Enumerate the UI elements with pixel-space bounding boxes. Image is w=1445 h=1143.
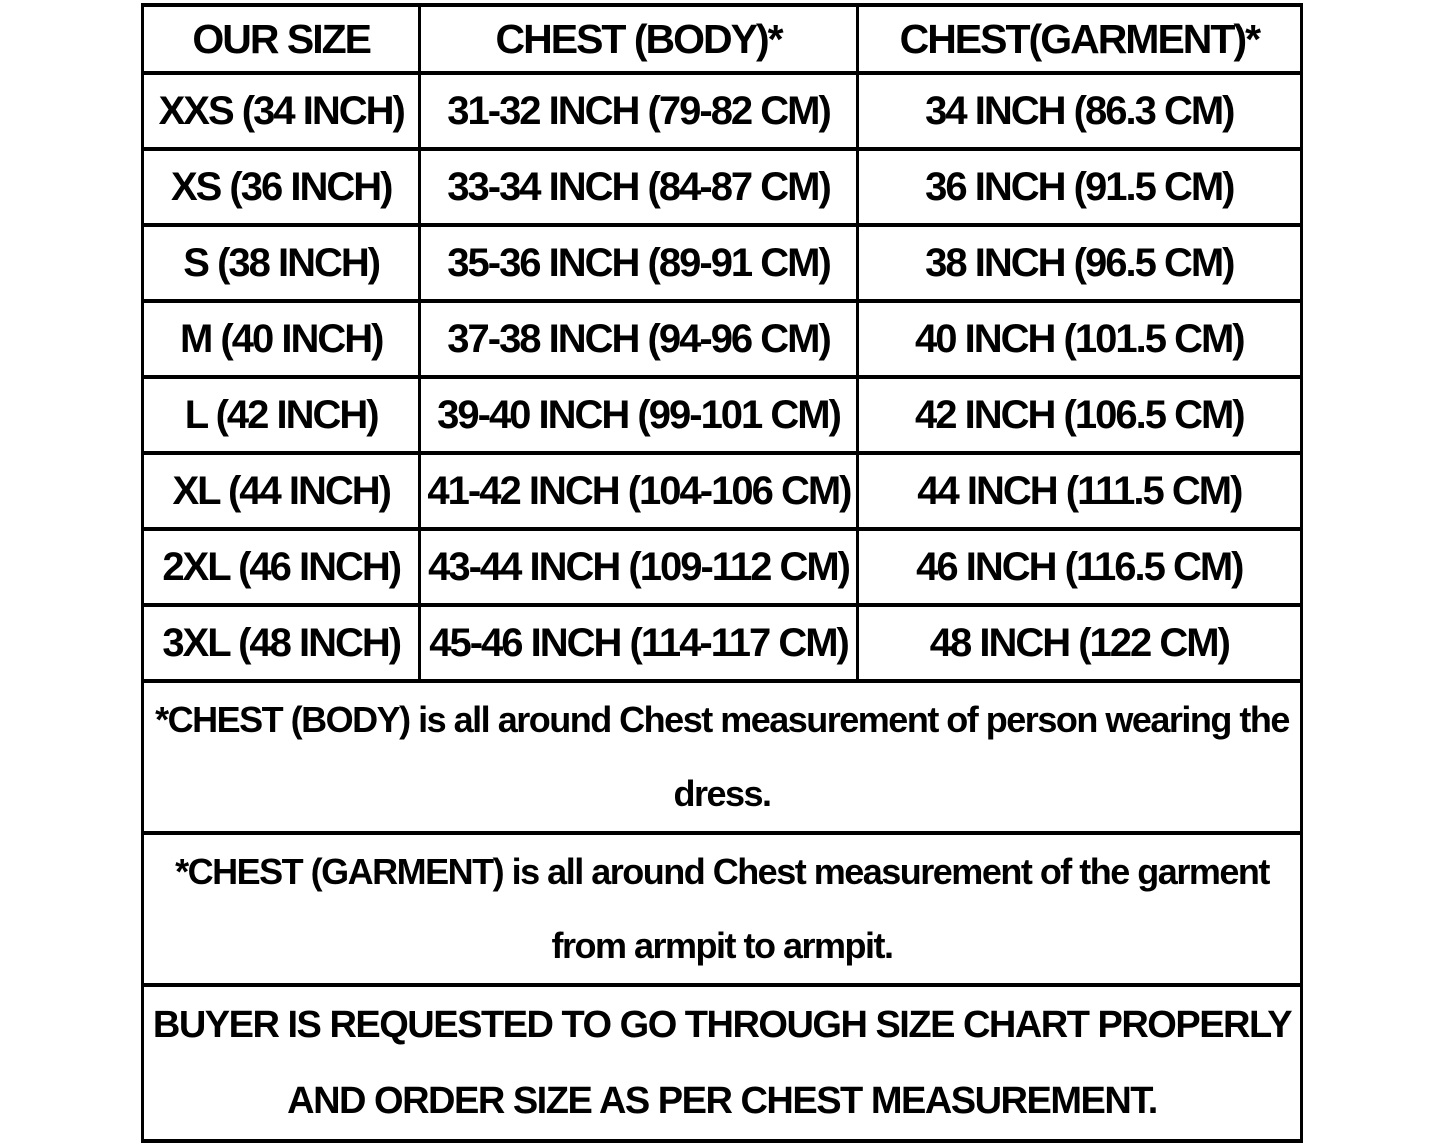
note-chest-body bbox=[143, 681, 1302, 833]
chest-garment-value: 36 INCH (91.5 CM) bbox=[925, 164, 1234, 209]
note-chest-body-text: *CHEST (BODY) is all around Chest measurement of person wearing the dress. bbox=[155, 699, 1289, 814]
chest-garment-value: 34 INCH (86.3 CM) bbox=[925, 88, 1234, 133]
chest-garment-value: 48 INCH (122 CM) bbox=[929, 620, 1229, 665]
size-cell bbox=[143, 453, 420, 529]
size-cell bbox=[143, 529, 420, 605]
chest-garment-value: 40 INCH (101.5 CM) bbox=[915, 316, 1244, 361]
header-chest-body-label: CHEST (BODY)* bbox=[495, 15, 782, 62]
header-our-size-label: OUR SIZE bbox=[192, 15, 371, 62]
chest-garment-cell bbox=[857, 225, 1301, 301]
note-buyer bbox=[143, 985, 1302, 1141]
table-row-xl bbox=[143, 453, 1302, 529]
size-label: 3XL (48 INCH) bbox=[162, 620, 401, 665]
size-label: 2XL (46 INCH) bbox=[162, 544, 401, 589]
size-cell bbox=[143, 605, 420, 681]
header-cell-chest-garment bbox=[857, 5, 1301, 73]
header-cell-our-size bbox=[143, 5, 420, 73]
chest-body-value: 45-46 INCH (114-117 CM) bbox=[429, 620, 848, 665]
chest-body-value: 39-40 INCH (99-101 CM) bbox=[437, 392, 840, 437]
size-label: M (40 INCH) bbox=[179, 316, 383, 361]
chest-garment-value: 44 INCH (111.5 CM) bbox=[917, 468, 1242, 513]
chest-body-cell bbox=[420, 149, 857, 225]
chest-body-cell bbox=[420, 453, 857, 529]
chest-body-cell bbox=[420, 377, 857, 453]
chest-garment-cell bbox=[857, 73, 1301, 149]
table-row-3xl bbox=[143, 605, 1302, 681]
note-row-buyer bbox=[143, 985, 1302, 1141]
chest-body-value: 43-44 INCH (109-112 CM) bbox=[428, 544, 849, 589]
chest-garment-cell bbox=[857, 301, 1301, 377]
note-row-chest-garment bbox=[143, 833, 1302, 985]
chest-body-cell bbox=[420, 529, 857, 605]
size-label: L (42 INCH) bbox=[184, 392, 378, 437]
table-row-l bbox=[143, 377, 1302, 453]
chest-body-cell bbox=[420, 73, 857, 149]
chest-garment-cell bbox=[857, 605, 1301, 681]
chest-garment-cell bbox=[857, 377, 1301, 453]
size-cell bbox=[143, 149, 420, 225]
chest-body-cell bbox=[420, 225, 857, 301]
chest-garment-cell bbox=[857, 453, 1301, 529]
chest-body-cell bbox=[420, 605, 857, 681]
chest-garment-cell bbox=[857, 149, 1301, 225]
chest-garment-cell bbox=[857, 529, 1301, 605]
size-chart-table bbox=[141, 3, 1303, 1143]
size-cell bbox=[143, 301, 420, 377]
size-cell bbox=[143, 73, 420, 149]
size-cell bbox=[143, 377, 420, 453]
note-chest-garment-text: *CHEST (GARMENT) is all around Chest measurement of the garment from armpit to armpit. bbox=[175, 850, 1269, 966]
size-label: XXS (34 INCH) bbox=[158, 88, 404, 133]
note-chest-garment bbox=[143, 833, 1302, 985]
size-label: XL (44 INCH) bbox=[172, 468, 390, 513]
chest-body-value: 37-38 INCH (94-96 CM) bbox=[447, 316, 830, 361]
chest-body-value: 35-36 INCH (89-91 CM) bbox=[447, 240, 830, 285]
table-row-m bbox=[143, 301, 1302, 377]
size-label: S (38 INCH) bbox=[183, 240, 380, 285]
chest-garment-value: 46 INCH (116.5 CM) bbox=[916, 544, 1243, 589]
table-row-xs bbox=[143, 149, 1302, 225]
header-chest-garment-label: CHEST(GARMENT)* bbox=[899, 15, 1260, 62]
size-label: XS (36 INCH) bbox=[170, 164, 392, 209]
table-row-xxs bbox=[143, 73, 1302, 149]
table-row-2xl bbox=[143, 529, 1302, 605]
chest-garment-value: 38 INCH (96.5 CM) bbox=[925, 240, 1234, 285]
chest-body-cell bbox=[420, 301, 857, 377]
chest-garment-value: 42 INCH (106.5 CM) bbox=[915, 392, 1244, 437]
chest-body-value: 33-34 INCH (84-87 CM) bbox=[447, 164, 830, 209]
size-cell bbox=[143, 225, 420, 301]
chest-body-value: 31-32 INCH (79-82 CM) bbox=[447, 88, 830, 133]
note-row-chest-body bbox=[143, 681, 1302, 833]
header-cell-chest-body bbox=[420, 5, 857, 73]
chest-body-value: 41-42 INCH (104-106 CM) bbox=[427, 468, 851, 513]
table-row-s bbox=[143, 225, 1302, 301]
note-buyer-text: BUYER IS REQUESTED TO GO THROUGH SIZE CHART PROPERLY AND ORDER SIZE AS PER CHEST MEASUREMENT. bbox=[152, 1003, 1292, 1122]
header-row bbox=[143, 5, 1302, 73]
